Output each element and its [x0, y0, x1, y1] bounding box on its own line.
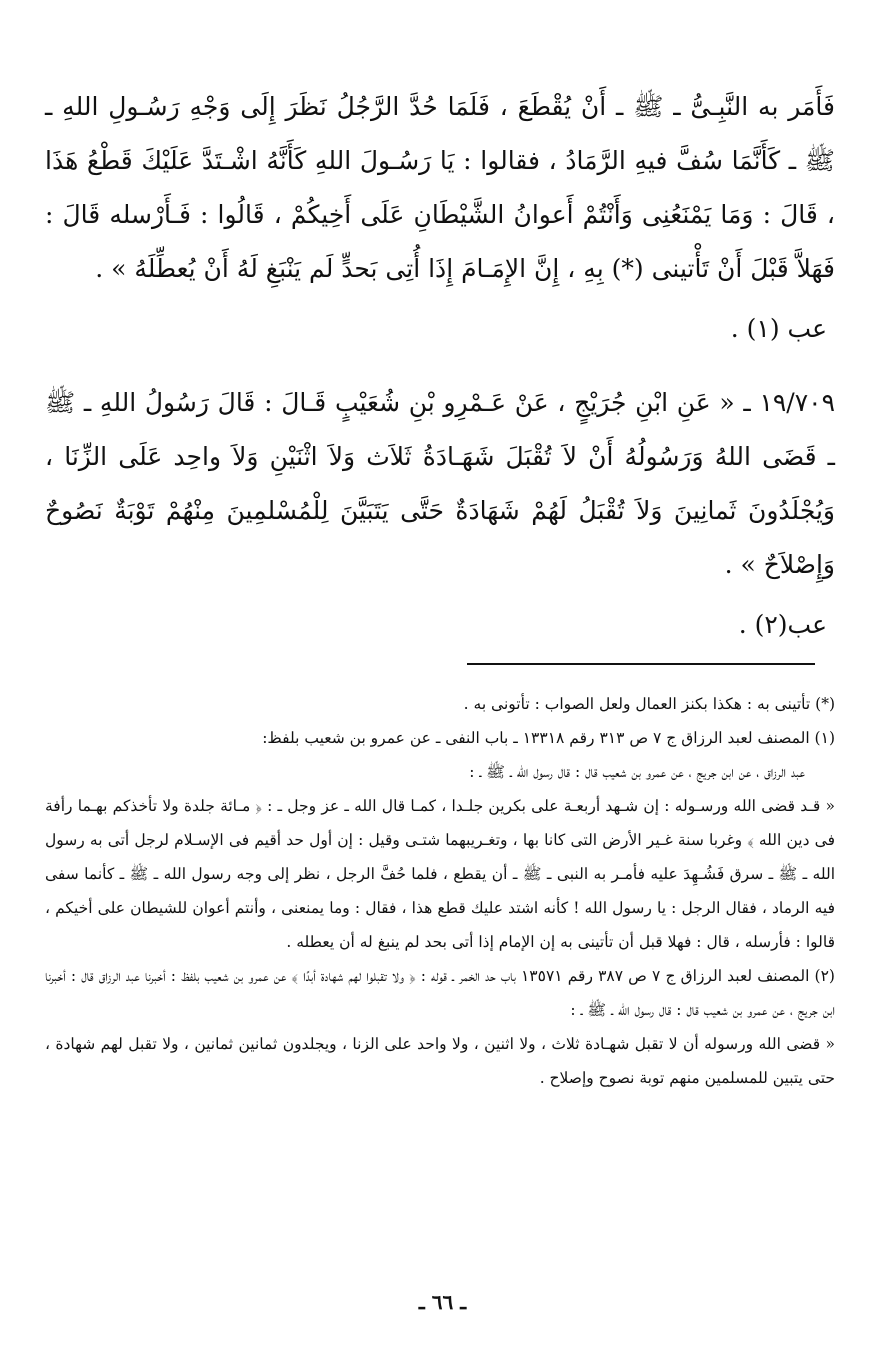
- footnote-star: (*) تأتينى به : هكذا بكنز العمال ولعل الصواب : تأتونى به .: [463, 695, 835, 713]
- page-number: ـ ٦٦ ـ: [418, 1290, 467, 1314]
- source-reference-1: عب (١) .: [730, 314, 827, 343]
- source-reference-2: عب(٢) .: [738, 610, 827, 639]
- footnote-2-heading: (٢) المصنف لعبد الرزاق ج ٧ ص ٣٨٧ رقم ١٣٥٧١ باب حد الخمر ـ قوله : ﴿ ولا تقبلوا لهم شهادة أبدًا ﴾ عن عمرو بن شعيب بلفظ : أخبرنا عبد الرزاق قال : أخبرنا ابن جريج ، عن عمرو بن شعيب قال : قال رسول الله ـ ﷺ ـ :: [45, 967, 835, 1019]
- footnote-1-chain: عبد الرزاق ، عن ابن جريج ، عن عمرو بن شعيب قال : قال رسول الله ـ ﷺ ـ :: [469, 763, 805, 781]
- hadith-709: ١٩/٧٠٩ ـ « عَنِ ابْنِ جُرَيْجٍ ، عَنْ عَـمْرِو بْنِ شُعَيْبٍ قَـالَ : قَالَ رَسُولُ اللهِ ـ ﷺ ـ قَضَى اللهُ وَرَسُولُهُ أَنْ لاَ تُقْبَلَ شَهَـادَةُ ثَلاَث وَلاَ اثْنَيْنِ وَلاَ واحِد عَلَى الزِّنَا ، وَيُجْلَدُونَ ثَمانِينَ وَلاَ تُقْبَلُ لَهُمْ شَهَادَةٌ حَتَّى يَتَبَيَّنَ لِلْمُسْلمِينَ مِنْهُمْ تَوْبَةٌ نَصُوحٌ وَإِصْلاَحٌ » .: [45, 388, 835, 579]
- main-paragraph-continuation: فَأَمَر به النَّبِـىُّ ـ ﷺ ـ أَنْ يُقْطَعَ ، فَلَمَا حُدَّ الرَّجُلُ نَظَرَ إِلَى وَجْهِ رَسُـولِ اللهِ ـ ﷺ ـ كَأَنَّمَا سُفَّ فيهِ الرَّمَادُ ، فقالوا : يَا رَسُـولَ اللهِ كَأَنَّهُ اشْـتَدَّ عَلَيْكَ قَطْعُ هَذَا ، قَالَ : وَمَا يَمْنَعُنِى وَأَنْتُمْ أَعوانُ الشَّيْطَانِ عَلَى أَخِيكُمْ ، قَالُوا : فَـأَرْسله قَالَ : فَهَلاَّ قَبْلَ أَنْ تَأْتينى (*) بِهِ ، إِنَّ الإِمَـامَ إِذَا أُتِى بَحدٍّ لَم يَنْبَغِ لَهُ أَنْ يُعطِّلَهُ » .: [45, 92, 835, 283]
- footnote-2-text: « قضى الله ورسوله أن لا تقبل شهـادة ثلاث ، ولا اثنين ، ولا واحد على الزنا ، ويجلدون ثمانين ثمانين ، ولا تقبل لهم شهادة ، حتى يتبين للمسلمين منهم توبة نصوح وإصلاح .: [45, 1035, 835, 1087]
- main-text: [45, 80, 835, 672]
- footnote-1-heading: (١) المصنف لعبد الرزاق ج ٧ ص ٣١٣ رقم ١٣٣١٨ ـ باب النفى ـ عن عمرو بن شعيب بلفظ:: [262, 729, 835, 747]
- footnotes: [45, 687, 835, 1095]
- footnote-separator: [467, 663, 815, 665]
- footnote-1-text: « قـد قضى الله ورسـوله : إن شـهد أربعـة على بكرين جلـدا ، كمـا قال الله ـ عز وجل ـ : ﴿ مـائة جلدة ولا تأخذكم بهـما رأفة فى دين الله ﴾ وغربا سنة غـير الأرض التى كانا بها ، وتغـريبهما شتـى وقيل : إن أول حد أقيم فى الإسـلام لرجل أتى به رسول الله ـ ﷺ ـ سرق فَشُـهِدَ عليه فأمـر به النبى ـ ﷺ ـ أن يقطع ، فلما حُفَّ الرجل ، نظر إلى وجه رسول الله ـ ﷺ ـ كأنما سفى فيه الرماد ، فقال الرجل : يا رسول الله ! كأنه اشتد عليك قطع هذا ، فقال : وما يمنعنى ، وأنتم أعوان للشيطان على أخيكم ، قالوا : فأرسله ، قال : فهلا قبل أن تأتينى به إن الإمام إذا أتى بحد لم ينبغ له أن يعطله .: [45, 797, 835, 951]
